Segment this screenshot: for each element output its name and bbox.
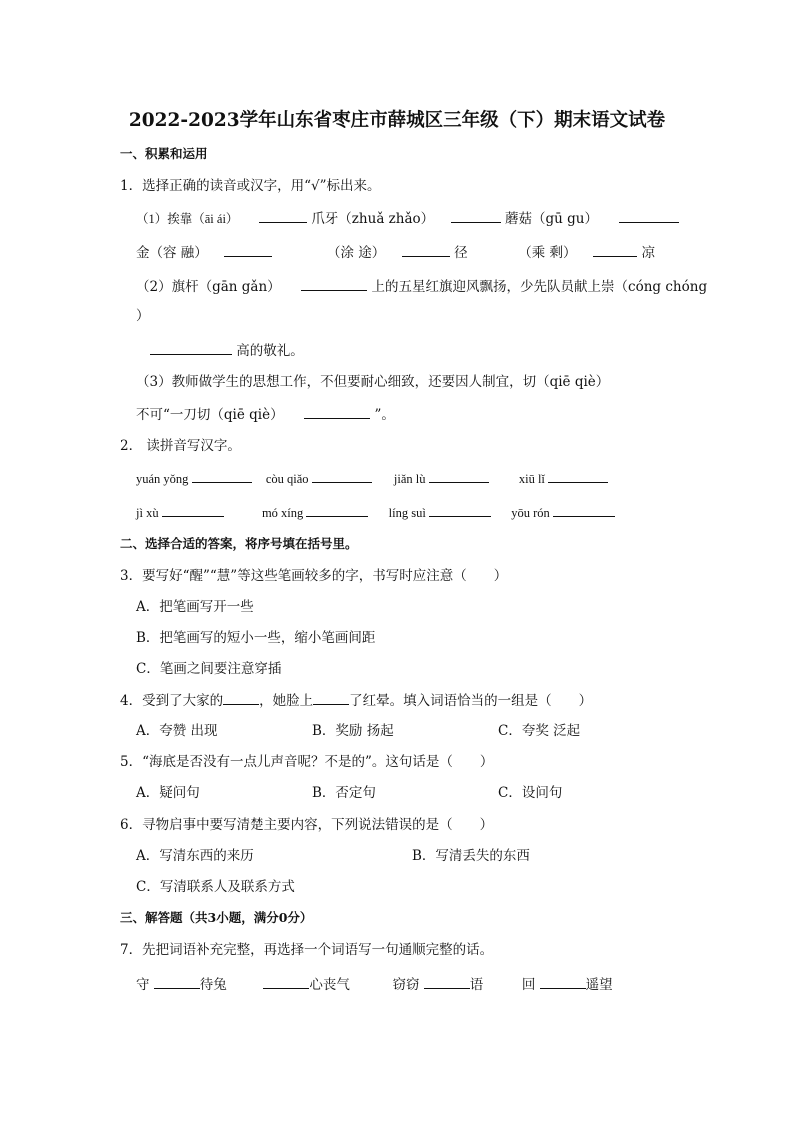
q1-item-qigan: （2）旗杆（gān gǎn） xyxy=(136,279,281,295)
answer-blank[interactable] xyxy=(548,468,608,483)
pinyin-item: yuán yǒng xyxy=(136,472,189,486)
q1-item-yidaoqie: 不可“一刀切（qiē qiè） xyxy=(136,407,284,423)
q4-stem-part: ，她脸上 xyxy=(259,693,314,709)
pinyin-item: líng suì xyxy=(388,506,426,520)
q7-word-part: 语 xyxy=(469,977,484,993)
answer-blank[interactable] xyxy=(429,502,491,517)
answer-blank[interactable] xyxy=(162,502,224,517)
pinyin-item: jì xù xyxy=(136,506,159,520)
q4-option-c[interactable]: C．夸奖 泛起 xyxy=(498,723,581,739)
q1-item-close-quote: ”。 xyxy=(374,407,395,423)
answer-blank[interactable] xyxy=(402,242,450,257)
pinyin-item: jiǎn lù xyxy=(393,472,426,486)
q4-stem-part: 了红晕。填入词语恰当的一组是（ ） xyxy=(349,693,593,709)
answer-blank[interactable] xyxy=(540,974,586,989)
pinyin-item: còu qiǎo xyxy=(265,472,309,486)
pinyin-item: xiū lǐ xyxy=(518,472,545,486)
q1-item-liang: 凉 xyxy=(641,245,655,261)
q7-word-part: 遥望 xyxy=(585,977,613,993)
q1-item-zhuaya: 爪牙（zhuǎ zhǎo） xyxy=(311,211,435,227)
q1-item-jing: 径 xyxy=(454,245,468,261)
answer-blank[interactable] xyxy=(304,404,370,419)
answer-blank[interactable] xyxy=(150,340,232,355)
q2-stem: 2． 读拼音写汉字。 xyxy=(120,438,241,454)
answer-blank[interactable] xyxy=(429,468,489,483)
answer-blank[interactable] xyxy=(313,690,349,705)
q5-option-b[interactable]: B．否定句 xyxy=(312,785,376,801)
answer-blank[interactable] xyxy=(312,468,372,483)
q2-row2 xyxy=(136,502,615,523)
answer-blank[interactable] xyxy=(224,242,272,257)
q1-line3 xyxy=(136,276,707,297)
q7-word-part: 待兔 xyxy=(199,977,227,993)
q4-stem-part: 4．受到了大家的 xyxy=(120,693,224,709)
q5-option-c[interactable]: C．设问句 xyxy=(498,785,563,801)
q4-stem xyxy=(120,690,592,711)
q1-item-tutu: （涂 途） xyxy=(326,245,386,261)
q6-option-b[interactable]: B．写清丢失的东西 xyxy=(412,848,530,864)
q1-line4 xyxy=(150,340,304,361)
section-1-heading: 一、积累和运用 xyxy=(120,146,208,161)
q1-item-jingli: 高的敬礼。 xyxy=(236,343,304,359)
answer-blank[interactable] xyxy=(154,974,200,989)
q4-option-b[interactable]: B．奖励 扬起 xyxy=(312,723,394,739)
q2-row1 xyxy=(136,468,608,489)
q7-stem: 7．先把词语补充完整，再选择一个词语写一句通顺完整的话。 xyxy=(120,942,494,958)
answer-blank[interactable] xyxy=(263,974,309,989)
section-2-heading: 二、选择合适的答案，将序号填在括号里。 xyxy=(120,536,358,551)
q3-stem: 3．要写好“醒”“慧”等这些笔画较多的字，书写时应注意（ ） xyxy=(120,568,508,584)
q6-option-a[interactable]: A．写清东西的来历 xyxy=(136,848,254,864)
q1-item-chengsheng: （乘 剩） xyxy=(518,245,577,261)
q3-option-c[interactable]: C．笔画之间要注意穿插 xyxy=(136,661,282,677)
pinyin-item: mó xíng xyxy=(261,506,304,520)
q6-stem: 6．寻物启事中要写清楚主要内容，下列说法错误的是（ ） xyxy=(120,817,494,833)
answer-blank[interactable] xyxy=(553,502,615,517)
q4-option-a[interactable]: A．夸赞 出现 xyxy=(136,723,218,739)
q1-line2 xyxy=(136,242,655,263)
answer-blank[interactable] xyxy=(192,468,252,483)
q6-option-c[interactable]: C．写清联系人及联系方式 xyxy=(136,879,295,895)
q3-option-a[interactable]: A．把笔画写开一些 xyxy=(136,599,254,615)
q5-option-a[interactable]: A．疑问句 xyxy=(136,785,200,801)
answer-blank[interactable] xyxy=(301,276,367,291)
q7-word-part: 回 xyxy=(521,977,536,993)
answer-blank[interactable] xyxy=(424,974,470,989)
q1-line6 xyxy=(136,404,395,425)
page-title: 2022-2023学年山东省枣庄市薛城区三年级（下）期末语文试卷 xyxy=(128,110,666,131)
q1-line5: （3）教师做学生的思想工作，不但要耐心细致，还要因人制宜，切（qiē qiè） xyxy=(136,374,610,390)
answer-blank[interactable] xyxy=(451,208,501,223)
q7-word-part: 守 xyxy=(136,977,150,993)
q1-item-aikao: （1）挨靠（āi ái） xyxy=(136,212,239,226)
answer-blank[interactable] xyxy=(593,242,637,257)
q7-word-part: 窃窃 xyxy=(392,977,420,993)
q1-stem: 1．选择正确的读音或汉字，用“√”标出来。 xyxy=(120,178,381,194)
q7-words xyxy=(136,974,613,995)
section-3-heading: 三、解答题（共3小题，满分0分） xyxy=(120,910,313,925)
q5-stem: 5．“海底是否没有一点儿声音呢？不是的”。这句话是（ ） xyxy=(120,754,494,770)
q3-option-b[interactable]: B．把笔画写的短小一些，缩小笔画间距 xyxy=(136,630,376,646)
q1-line1 xyxy=(136,208,679,229)
q7-word-part: 心丧气 xyxy=(309,977,350,993)
q1-item-mogu: 蘑菇（gū gu） xyxy=(505,211,598,227)
answer-blank[interactable] xyxy=(619,208,679,223)
answer-blank[interactable] xyxy=(259,208,307,223)
pinyin-item: yōu rón xyxy=(511,506,550,520)
answer-blank[interactable] xyxy=(306,502,368,517)
q1-line3-close: ） xyxy=(136,308,150,324)
answer-blank[interactable] xyxy=(223,690,259,705)
q1-item-jinrong: 金（容 融） xyxy=(136,245,208,261)
q1-item-chonggao: 上的五星红旗迎风飘扬，少先队员献上崇（cóng chóng xyxy=(371,279,708,295)
